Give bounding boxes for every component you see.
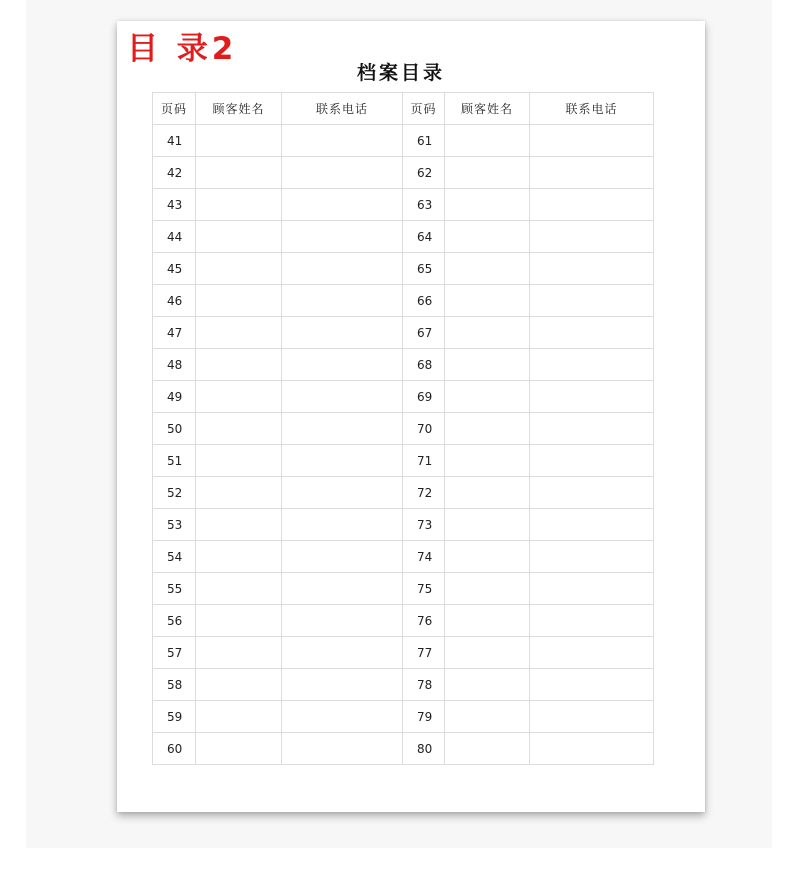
customer-name-cell [445,573,530,605]
page-number-cell: 65 [403,253,445,285]
phone-cell [282,253,403,285]
table-row [153,701,654,733]
document-title: 档案目录 [356,62,445,84]
page-number-cell: 49 [153,381,196,413]
customer-name-cell [196,573,282,605]
table-row [153,637,654,669]
customer-name-cell [445,701,530,733]
header-customer-name-right: 顾客姓名 [445,93,530,125]
page-number-cell: 43 [153,189,196,221]
customer-name-cell [196,125,282,157]
phone-cell [530,413,654,445]
table-row [153,381,654,413]
table-row [153,253,654,285]
phone-cell [530,253,654,285]
page-number-cell: 54 [153,541,196,573]
catalog-sheet [117,21,705,812]
phone-cell [282,701,403,733]
page-number-cell: 48 [153,349,196,381]
page-number-cell: 64 [403,221,445,253]
customer-name-cell [445,445,530,477]
customer-name-cell [445,541,530,573]
table-row [153,189,654,221]
phone-cell [282,381,403,413]
phone-cell [530,221,654,253]
table-row [153,413,654,445]
phone-cell [282,285,403,317]
phone-cell [282,125,403,157]
customer-name-cell [196,413,282,445]
page-number-cell: 41 [153,125,196,157]
page-number-cell: 72 [403,477,445,509]
phone-cell [282,477,403,509]
page-number-cell: 59 [153,701,196,733]
customer-name-cell [445,285,530,317]
page-number-cell: 53 [153,509,196,541]
header-customer-name-left: 顾客姓名 [196,93,282,125]
phone-cell [282,573,403,605]
phone-cell [282,189,403,221]
customer-name-cell [445,317,530,349]
header-page-left: 页码 [153,93,196,125]
page-number-cell: 51 [153,445,196,477]
customer-name-cell [196,381,282,413]
customer-name-cell [445,669,530,701]
table-row [153,573,654,605]
page-number-cell: 56 [153,605,196,637]
phone-cell [530,285,654,317]
page-number-cell: 66 [403,285,445,317]
catalog-badge: 目 录2 [127,31,238,67]
customer-name-cell [196,157,282,189]
customer-name-cell [196,509,282,541]
customer-name-cell [445,413,530,445]
customer-name-cell [196,253,282,285]
customer-name-cell [196,669,282,701]
customer-name-cell [196,221,282,253]
phone-cell [282,413,403,445]
page-number-cell: 50 [153,413,196,445]
customer-name-cell [445,733,530,765]
phone-cell [282,605,403,637]
customer-name-cell [196,189,282,221]
table-row [153,733,654,765]
table-header-row [153,93,654,125]
table-row [153,157,654,189]
page-number-cell: 70 [403,413,445,445]
customer-name-cell [445,189,530,221]
page-number-cell: 80 [403,733,445,765]
page-number-cell: 46 [153,285,196,317]
page-number-cell: 45 [153,253,196,285]
page-number-cell: 58 [153,669,196,701]
phone-cell [530,733,654,765]
customer-name-cell [445,157,530,189]
page-number-cell: 69 [403,381,445,413]
phone-cell [282,509,403,541]
customer-name-cell [445,637,530,669]
page-number-cell: 42 [153,157,196,189]
table-row [153,221,654,253]
phone-cell [282,445,403,477]
phone-cell [282,317,403,349]
phone-cell [530,157,654,189]
table-row [153,445,654,477]
phone-cell [530,509,654,541]
phone-cell [530,445,654,477]
customer-name-cell [445,349,530,381]
phone-cell [530,669,654,701]
page-number-cell: 47 [153,317,196,349]
phone-cell [530,381,654,413]
phone-cell [282,541,403,573]
page-number-cell: 74 [403,541,445,573]
page-number-cell: 79 [403,701,445,733]
customer-name-cell [445,221,530,253]
page-number-cell: 52 [153,477,196,509]
page-number-cell: 44 [153,221,196,253]
page-number-cell: 60 [153,733,196,765]
phone-cell [530,573,654,605]
archive-catalog-table [152,92,654,765]
table-row [153,317,654,349]
phone-cell [530,189,654,221]
phone-cell [282,157,403,189]
phone-cell [530,701,654,733]
table-row [153,125,654,157]
customer-name-cell [445,477,530,509]
phone-cell [530,317,654,349]
page-number-cell: 76 [403,605,445,637]
customer-name-cell [445,605,530,637]
phone-cell [530,605,654,637]
page-number-cell: 63 [403,189,445,221]
customer-name-cell [196,733,282,765]
customer-name-cell [445,381,530,413]
header-phone-left: 联系电话 [282,93,403,125]
table-row [153,349,654,381]
phone-cell [282,221,403,253]
phone-cell [530,637,654,669]
phone-cell [282,733,403,765]
page-number-cell: 61 [403,125,445,157]
table-row [153,509,654,541]
customer-name-cell [196,637,282,669]
phone-cell [530,541,654,573]
page-number-cell: 68 [403,349,445,381]
phone-cell [282,669,403,701]
phone-cell [530,477,654,509]
page-number-cell: 62 [403,157,445,189]
table-row [153,669,654,701]
table-row [153,285,654,317]
customer-name-cell [196,317,282,349]
customer-name-cell [196,349,282,381]
customer-name-cell [196,605,282,637]
customer-name-cell [445,509,530,541]
page-number-cell: 71 [403,445,445,477]
table-row [153,541,654,573]
customer-name-cell [196,477,282,509]
customer-name-cell [196,445,282,477]
page-number-cell: 67 [403,317,445,349]
header-page-right: 页码 [403,93,445,125]
table-row [153,605,654,637]
page-number-cell: 55 [153,573,196,605]
page-number-cell: 75 [403,573,445,605]
page-number-cell: 57 [153,637,196,669]
customer-name-cell [196,541,282,573]
phone-cell [282,637,403,669]
page-number-cell: 77 [403,637,445,669]
phone-cell [530,125,654,157]
phone-cell [282,349,403,381]
phone-cell [530,349,654,381]
page-number-cell: 78 [403,669,445,701]
customer-name-cell [196,285,282,317]
page-number-cell: 73 [403,509,445,541]
table-row [153,477,654,509]
customer-name-cell [445,253,530,285]
header-phone-right: 联系电话 [530,93,654,125]
customer-name-cell [445,125,530,157]
customer-name-cell [196,701,282,733]
